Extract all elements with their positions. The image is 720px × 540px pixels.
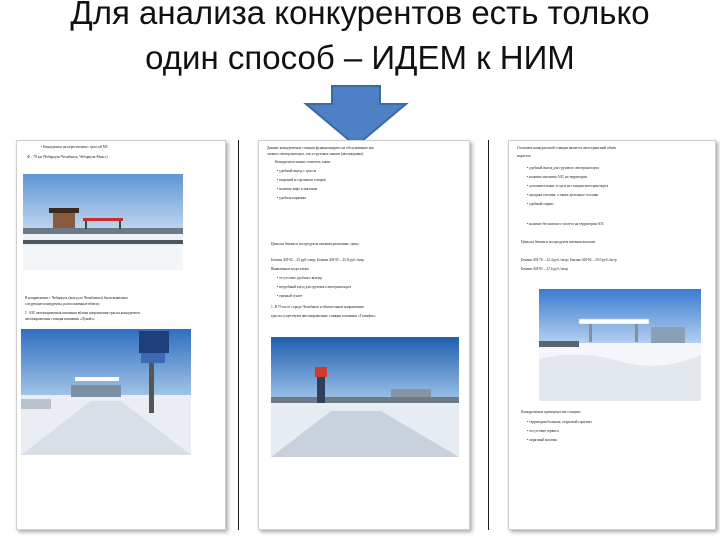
doc1-line-1: • Конкуренты на пересечении с трассой М5 (41, 145, 108, 149)
document-page-3 (508, 140, 716, 530)
doc2-line-9: Бензин АИ-92 – 23 руб./литр; Бензин АИ-95 – 25,8 руб./литр (271, 258, 364, 262)
doc2-line-14: 1. В 75 км от города Челябинск и обязательные направления (271, 305, 364, 309)
doc2-line-1: Данные конкурентные станции функционируют на обслуживание как (267, 146, 374, 150)
slide-title-line-1: Для анализа конкурентов есть только (70, 0, 650, 31)
doc3-line-15: • опрятный магазин (527, 438, 558, 442)
doc2-line-11: • отсутствие удобного выезда (277, 276, 323, 280)
photo-road-gas-station (23, 174, 183, 270)
photo-road-stele (271, 337, 459, 457)
page-separator-1 (238, 140, 239, 530)
doc2-line-2: личного автотранспорта, так и грузовых машин (автозаправка). (267, 152, 364, 156)
down-arrow-icon (302, 84, 410, 148)
doc3-line-11: Бензин АИ-95 – 27,6 руб./литр (521, 267, 568, 271)
doc2-line-15: трассы существуют автозаправочные станции компании «Татнефть» (271, 314, 376, 318)
doc3-line-5: • дополнительные услуги на станции автотранспорта (527, 184, 609, 188)
doc3-line-3: • удобный выезд для грузового автотранспорта (527, 166, 599, 170)
doc3-line-14: • отсутствие сервиса (527, 429, 559, 433)
doc3-line-1: Отличием конкурентной станции является автосервисный обмен (517, 146, 617, 150)
doc2-line-4: • удобный выезд с трассы (277, 169, 317, 173)
doc2-line-3: Конкурентов можно отметить такие: (275, 160, 332, 164)
page-separator-2 (488, 140, 489, 530)
slide-title (0, 0, 720, 82)
doc1-line-3: В направлении г. Чебаркуль (выезд из Челябинска) были выявлены (25, 296, 128, 300)
doc3-line-13: • территория большая, открытый горизонт (527, 420, 592, 424)
doc3-line-9: Цены на бензин и на продукты питания высокие (521, 240, 596, 244)
doc3-line-7: • удобный сервис (527, 202, 554, 206)
document-page-1 (16, 140, 226, 530)
slide-title-line-2: один способ – ИДЕМ к НИМ (145, 39, 575, 76)
doc2-line-8: Цены на бензин и на продукты питания различные, цены (271, 242, 359, 246)
doc1-line-4: следующие конкуренты, расположенные вблизи: (25, 302, 100, 306)
doc2-line-12: • неудобный заезд для грузового автотранспорта (277, 285, 352, 289)
doc1-line-5: 1. АЗС автозаправочная компания вблизи направления трассы конкурентов (25, 311, 140, 315)
photo-road-sign (21, 329, 191, 455)
doc3-line-2: водитель (517, 154, 531, 158)
document-page-2 (258, 140, 470, 530)
doc2-line-10: Выявленные недостатки: (271, 267, 310, 271)
doc1-line-6: автозаправочная станция компании «Лукойл» (25, 317, 95, 321)
photo-snow-gas-station (539, 289, 701, 401)
doc3-line-12: Конкурентные преимущества станции: (521, 410, 581, 414)
doc2-line-5: • широкий ассортимент товаров (277, 178, 326, 182)
doc3-line-8: • наличие бесплатного туалета на территории АЗС (527, 222, 605, 226)
doc3-line-6: • продажа топлива, а также дизельное топливо (527, 193, 599, 197)
doc3-line-10: Бензин АИ-76 – 22,4 руб./литр; Бензин АИ-92 – 25,0 руб./литр (521, 258, 617, 262)
doc2-line-6: • наличие кафе и магазина (277, 187, 318, 191)
doc2-line-13: • грязный туалет (277, 294, 303, 298)
doc3-line-4: • наличие магазина АЗС на территории (527, 175, 587, 179)
doc2-line-7: • удобная парковка (277, 196, 306, 200)
doc1-line-2: Ф – 78 км (Чебаркуль-Челябинск, Чебаркуль-Миасс) (27, 155, 108, 159)
